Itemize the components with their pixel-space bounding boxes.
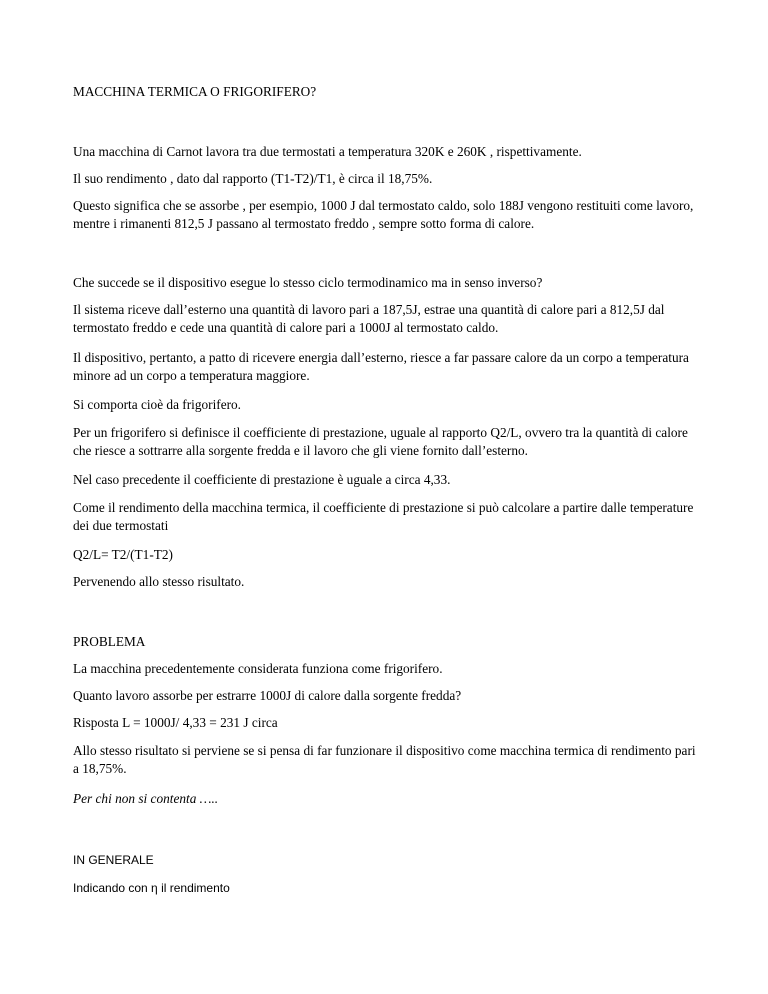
formula-cop: Q2/L= T2/(T1-T2) [73, 547, 173, 562]
paragraph-refrigerator: Si comporta cioè da frigorifero. [73, 397, 241, 412]
problem-answer: Risposta L = 1000J/ 4,33 = 231 J circa [73, 715, 278, 730]
paragraph-cop-definition: Per un frigorifero si definisce il coefficiente di prestazione, uguale al rapporto Q2/L, ovvero tra la quantità di calore che riesce a sottrarre alla sorgente fredda e il lavoro che gli viene fornito dall’esterno. [73, 425, 688, 458]
document-title: MACCHINA TERMICA O FRIGORIFERO? [73, 84, 317, 99]
paragraph-cop-value: Nel caso precedente il coefficiente di prestazione è uguale a circa 4,33. [73, 472, 451, 487]
paragraph-carnot-temperatures: Una macchina di Carnot lavora tra due termostati a temperatura 320K e 260K , rispettivamente. [73, 144, 582, 159]
general-heading: IN GENERALE [73, 853, 154, 867]
paragraph-cop-temperatures: Come il rendimento della macchina termica, il coefficiente di prestazione si può calcolare a partire dalle temperature dei due termostati [73, 500, 694, 533]
paragraph-heat-transfer: Il dispositivo, pertanto, a patto di ricevere energia dall’esterno, riesce a far passare calore da un corpo a temperatura minore ad un corpo a temperatura maggiore. [73, 350, 689, 383]
problem-note: Per chi non si contenta ….. [73, 791, 219, 806]
paragraph-same-result: Pervenendo allo stesso risultato. [73, 574, 245, 589]
paragraph-efficiency: Il suo rendimento , dato dal rapporto (T1-T2)/T1, è circa il 18,75%. [73, 171, 433, 186]
paragraph-energy-example: Questo significa che se assorbe , per esempio, 1000 J dal termostato caldo, solo 188J vengono restituiti come lavoro, mentre i rimanenti 812,5 J passano al termostato freddo , sempre sotto forma di calore. [73, 198, 694, 231]
paragraph-reverse-cycle: Il sistema riceve dall’esterno una quantità di lavoro pari a 187,5J, estrae una quantità di calore pari a 812,5J dal termostato freddo e cede una quantità di calore pari a 1000J al termostato caldo. [73, 302, 665, 335]
paragraph-reverse-question: Che succede se il dispositivo esegue lo stesso ciclo termodinamico ma in senso inverso? [73, 275, 543, 290]
general-efficiency-line: Indicando con η il rendimento [73, 881, 230, 895]
problem-heading: PROBLEMA [73, 634, 146, 649]
problem-alternative: Allo stesso risultato si perviene se si pensa di far funzionare il dispositivo come macchina termica di rendimento pari a 18,75%. [73, 743, 696, 776]
problem-statement: La macchina precedentemente considerata funziona come frigorifero. [73, 661, 443, 676]
problem-question: Quanto lavoro assorbe per estrarre 1000J di calore dalla sorgente fredda? [73, 688, 462, 703]
